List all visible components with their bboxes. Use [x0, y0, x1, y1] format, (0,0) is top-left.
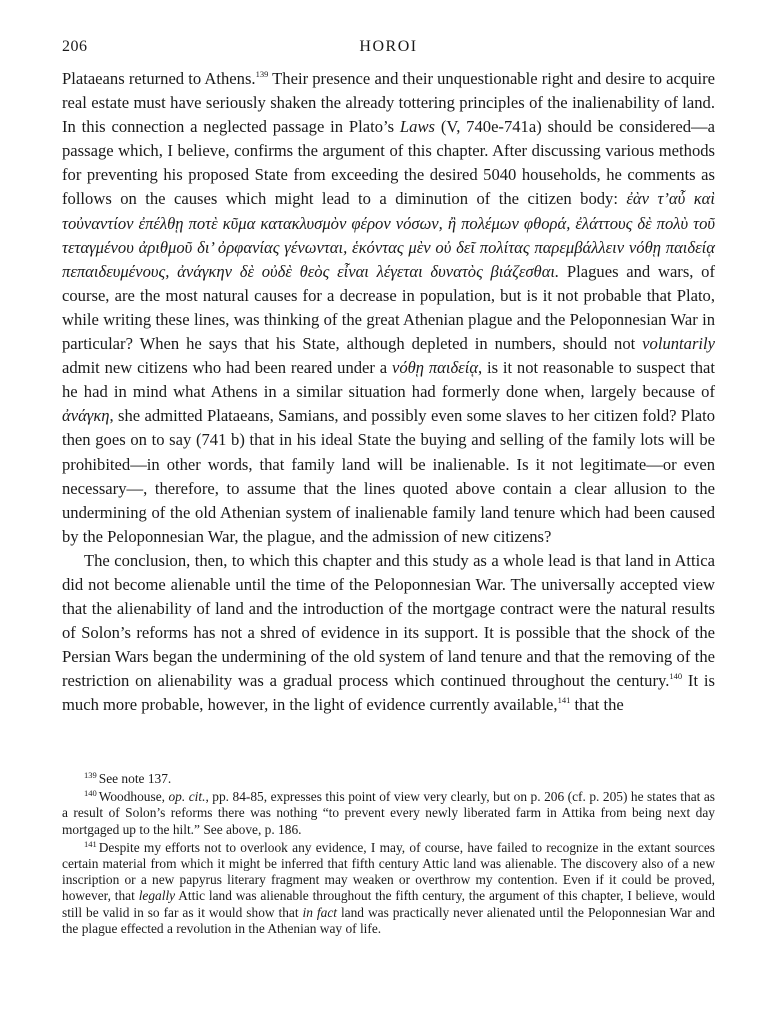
- paragraph-2: [62, 549, 715, 718]
- footnote-ref-141[interactable]: 141: [557, 695, 571, 706]
- main-text: [62, 67, 715, 718]
- page-header: [62, 38, 715, 62]
- footnote-140: [62, 789, 715, 838]
- footnote-text: land was practically never alienated until the Peloponnesian War and the plague effected a revolution in the Athenian way of life.: [62, 904, 716, 936]
- greek-phrase: νόθῃ παιδείᾳ: [391, 358, 479, 378]
- footnote-ref-139[interactable]: 139: [255, 69, 269, 79]
- footnotes: [62, 771, 715, 937]
- footnote-mark: 140: [84, 788, 97, 799]
- italic-title-laws: Laws: [399, 117, 435, 137]
- footnote-text: , pp. 84-85, expresses this point of view very clearly, but on p. 206 (cf. p. 205) he states that as a result of Solon’s reforms there was nothing “to prevent every newly liberated farm in Attika from being next day mortgaged up to the hilt.” See above, p. 186.: [62, 789, 715, 837]
- footnote-mark: 141: [84, 838, 97, 849]
- footnote-italic: legally: [138, 888, 176, 904]
- footnote-ref-140[interactable]: 140: [669, 671, 683, 682]
- footnote-text: Despite my efforts not to overlook any evidence, I may, of course, have failed to recognize in the extant sources certain material from which it might be inferred that fifth century Attic land was alienable. The discovery also of a new inscription or a new papyrus literary fragment may weaken or overthrow my contention. Even if it could be proved, however, that: [62, 839, 715, 904]
- text-run: Plataeans returned to Athens.: [62, 69, 256, 88]
- text-run: Their presence and their unquestionable right and desire to acquire real estate must have seriously shaken the already tottering principles of the inalienability of land. In this connection a neglected passage in Plato’s: [62, 69, 715, 137]
- footnote-139: [62, 771, 715, 787]
- greek-word: ἀνάγκη: [62, 406, 110, 426]
- footnote-mark: 139: [84, 770, 97, 780]
- page-number: 206: [62, 38, 88, 55]
- text-run: , is it not reasonable to suspect that he had in mind what Athens in a similar situation had formerly done when, largely because of: [62, 358, 715, 402]
- text-run: admit new citizens who had been reared under a: [62, 358, 392, 378]
- footnote-141: [62, 840, 715, 937]
- text-run: Plagues and wars, of course, are the most natural causes for a decrease in population, but is it not probable that Plato, while writing these lines, was thinking of the great Athenian plague and the Peloponnesian War in particular? When he says that his State, although depleted in numbers, should not: [62, 261, 715, 354]
- footnote-italic: in fact: [302, 904, 337, 920]
- text-run: that the: [570, 695, 624, 715]
- footnote-text: Woodhouse,: [98, 789, 169, 805]
- text-run: (V, 740e-741a) should be considered—a passage which, I believe, confirms the argument of this chapter. After discussing various methods for preventing his proposed State from exceeding the desired 5040 households, he comments as follows on the causes which might lead to a diminution of the citizen body:: [62, 117, 715, 209]
- footnote-text: See note 137.: [98, 771, 172, 786]
- text-run: The conclusion, then, to which this chapter and this study as a whole lead is that land in Attica did not become alienable until the time of the Peloponnesian War. The universally accepted view that the alienability of land and the introduction of the mortgage contract were the natural results of Solon’s reforms has not a shred of evidence in its support. It is possible that the shock of the Persian Wars began the undermining of the old system of land tenure and that the removing of the restriction on alienability was a gradual process which continued throughout the century.: [62, 550, 715, 691]
- footnote-text: Attic land was alienable throughout the fifth century, the argument of this chapter, I believe, would still be valid in so far as it would show that: [62, 888, 715, 920]
- text-run: It is much more probable, however, in the light of evidence currently available,: [62, 671, 715, 715]
- paragraph-1: [62, 67, 715, 549]
- text-run: , she admitted Plataeans, Samians, and possibly even some slaves to her citizen fold? Plato then goes on to say (741 b) that in his ideal State the buying and selling of the family lots will be prohibited—in other words, that family land will be inalienable. Is it not legitimate—or even necessary—, therefore, to assume that the lines quoted above contain a clear allusion to the undermining of the old Athenian system of inalienable family land tenure which had been caused by the Peloponnesian War, the plague, and the admission of new citizens?: [62, 406, 715, 546]
- italic-emphasis: voluntarily: [642, 334, 715, 354]
- running-title: HOROI: [359, 38, 418, 55]
- footnote-italic: op. cit.: [168, 789, 206, 805]
- greek-quotation: ἐὰν τ’αὖ καὶ τοὐναντίον ἐπέλθῃ ποτὲ κῦμα κατακλυσμὸν φέρον νόσων, ἢ πολέμων φθορά, ἐλάττους δὲ πολὺ τοῦ τεταγμένου ἀριθμοῦ δι’ ὀρφανίας γένωνται, ἑκόντας μὲν οὐ δεῖ πολίτας παρεμβάλλειν νόθῃ παιδείᾳ πεπαιδευμένους, ἀνάγκην δὲ οὐδὲ θεὸς εἶναι λέγεται δυνατὸς βιάζεσθαι.: [62, 189, 715, 281]
